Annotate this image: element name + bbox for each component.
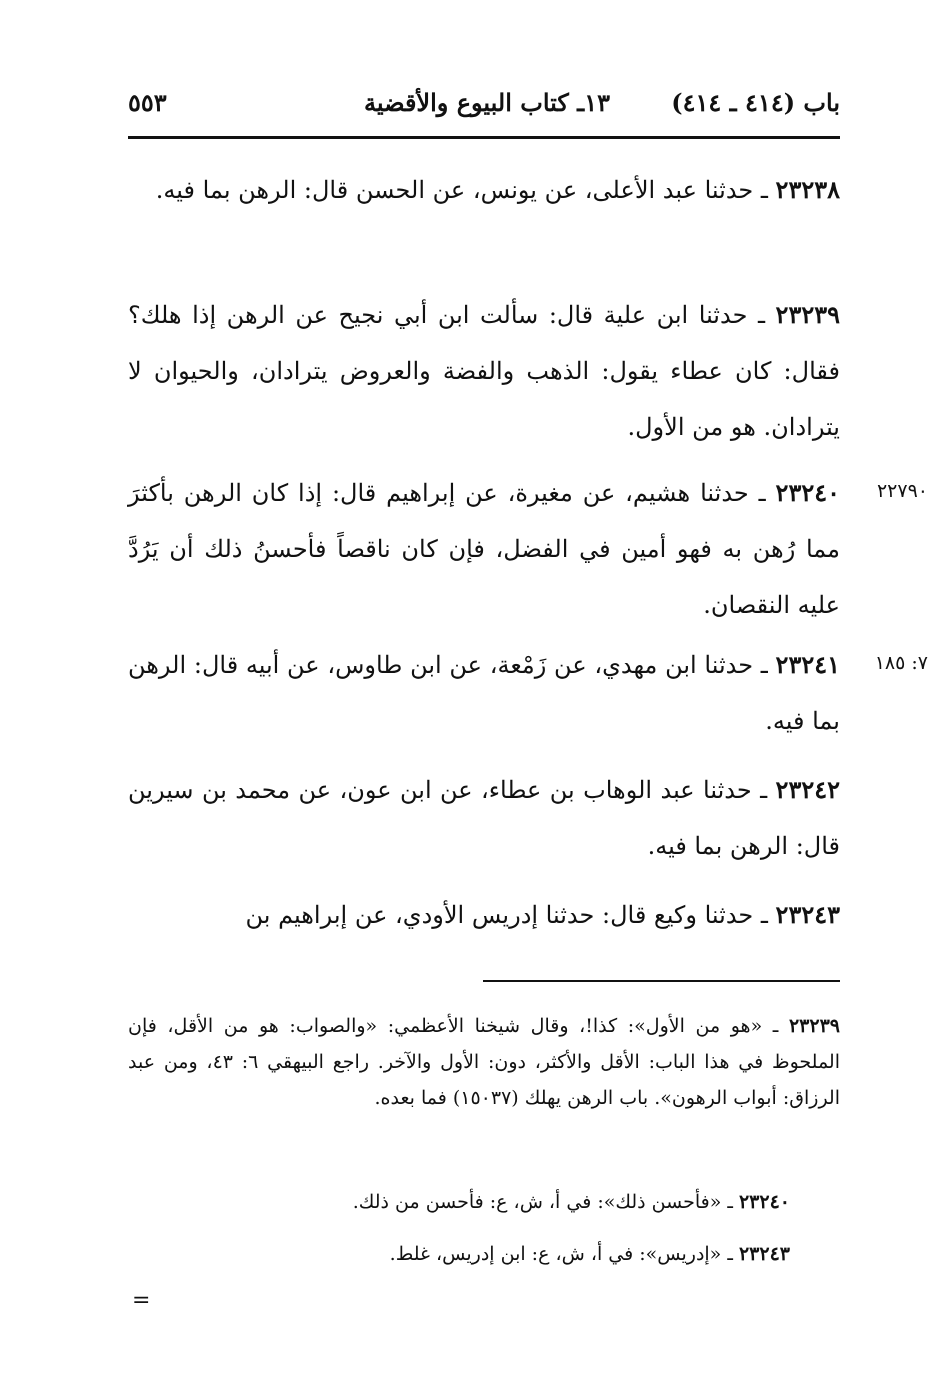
hadith-number: ٢٣٢٤٢ — [775, 775, 840, 804]
hadith-text: ـ حدثنا عبد الوهاب بن عطاء، عن ابن عون، عن محمد بن سيرين قال: الرهن بما فيه. — [128, 776, 840, 860]
footnote-number: ٢٣٢٤٣ — [738, 1243, 790, 1265]
header-rule — [128, 136, 840, 139]
footnote-number: ٢٣٢٤٠ — [738, 1191, 790, 1213]
footnote-text: ـ «فأحسن ذلك»: في أ، ش، ع: فأحسن من ذلك. — [352, 1191, 739, 1213]
hadith-entry-23239 — [128, 287, 840, 455]
hadith-text: ـ حدثنا عبد الأعلى، عن يونس، عن الحسن قال: الرهن بما فيه. — [155, 176, 776, 204]
hadith-text: ـ حدثنا ابن علية قال: سألت ابن أبي نجيح عن الرهن إذا هلك؟ فقال: كان عطاء يقول: الذهب والفضة والعروض يترادان، والحيوان لا يترادان. هو من الأول. — [128, 301, 840, 441]
footnote-23243 — [200, 1236, 790, 1272]
footnote-23240 — [200, 1184, 790, 1220]
hadith-text: ـ حدثنا ابن مهدي، عن زَمْعة، عن ابن طاوس، عن أبيه قال: الرهن بما فيه. — [128, 651, 840, 735]
running-header — [128, 88, 840, 128]
footnote-23239 — [128, 1008, 840, 1116]
hadith-entry-23240 — [128, 465, 840, 633]
footnote-text: ـ «هو من الأول»: كذا!، وقال شيخنا الأعظمي: «والصواب: هو من الأقل، فإن الملحوظ في هذا الباب: الأقل والأكثر، دون: الأول والآخر. راجع البيهقي ٦: ٤٣، ومن عبد الرزاق: أبواب الرهون». باب الرهن يهلك (١٥٠٣٧) فما بعده. — [128, 1015, 840, 1109]
footnote-number: ٢٣٢٣٩ — [788, 1015, 840, 1037]
page-number: ٥٥٣ — [128, 88, 167, 117]
hadith-number: ٢٣٢٤١ — [775, 650, 840, 679]
hadith-number: ٢٣٢٤٠ — [775, 478, 840, 507]
hadith-entry-23242 — [128, 762, 840, 874]
hadith-text: ـ حدثنا وكيع قال: حدثنا إدريس الأودي، عن إبراهيم بن — [245, 901, 776, 929]
hadith-text: ـ حدثنا هشيم، عن مغيرة، عن إبراهيم قال: إذا كان الرهن بأكثرَ مما رُهن به فهو أمين في الفضل، فإن كان ناقصاً فأحسنُ ذلك أن يَرُدَّ عليه النقصان. — [128, 479, 841, 619]
margin-reference: ٢٢٧٩٠ — [876, 480, 928, 502]
hadith-entry-23241 — [128, 637, 840, 749]
chapter-title: باب (٤١٤ ـ ٤١٤) — [671, 88, 840, 117]
continuation-mark: = — [132, 1288, 151, 1313]
hadith-entry-23243 — [128, 887, 840, 943]
hadith-number: ٢٣٢٣٩ — [775, 300, 840, 329]
hadith-number: ٢٣٢٣٨ — [775, 175, 840, 204]
footnote-text: ـ «إدريس»: في أ، ش، ع: ابن إدريس، غلط. — [389, 1243, 739, 1265]
book-title: ١٣ـ كتاب البيوع والأقضية — [364, 88, 610, 117]
margin-reference: ٧: ١٨٥ — [874, 652, 928, 674]
hadith-entry-23238 — [128, 162, 840, 218]
hadith-number: ٢٣٢٤٣ — [775, 900, 840, 929]
footnote-rule — [483, 980, 840, 982]
